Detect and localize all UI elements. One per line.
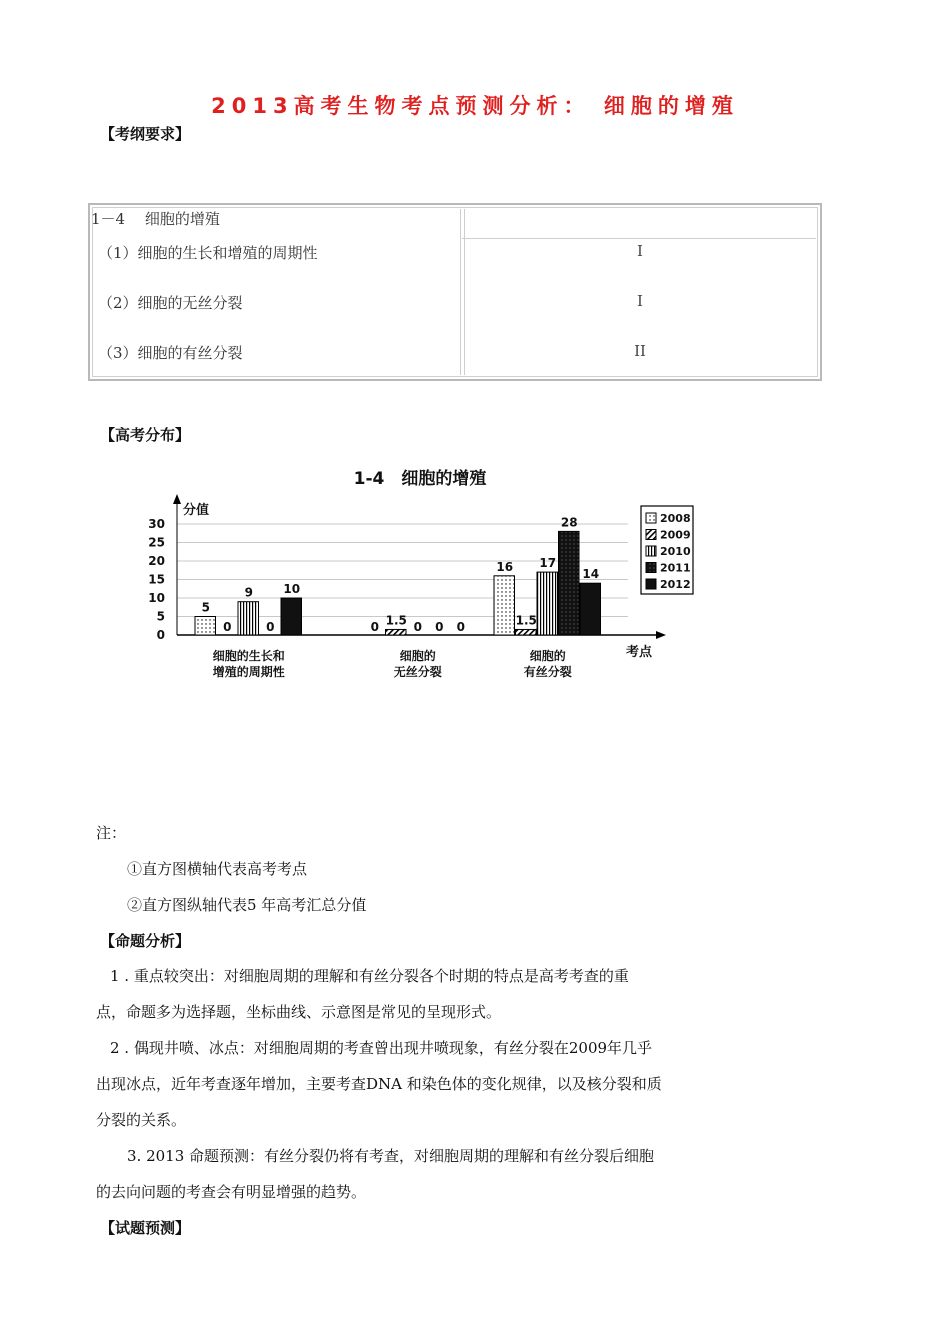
bar [281,598,302,635]
bar [516,629,537,635]
y-tick-label: 15 [148,572,165,587]
legend-swatch [646,513,656,523]
data-label: 17 [539,556,557,571]
x-tick-label: 无丝分裂 [393,665,442,679]
data-label: 9 [244,585,253,600]
x-tick-label: 有丝分裂 [523,665,572,679]
legend-swatch [646,530,656,540]
legend-swatch [646,563,656,573]
table-row-level: I [637,242,643,260]
legend-label: 2008 [660,512,691,525]
data-label: 1.5 [515,613,537,628]
analysis-paragraph: 2 . 偶现井喷、冰点：对细胞周期的考查曾出现井喷现象，有丝分裂在2009年几乎 [110,1039,653,1057]
requirements-table [88,203,822,381]
y-tick-label: 0 [156,628,165,642]
section-prediction: 【试题预测】 [100,1219,191,1237]
data-label: 5 [201,600,210,615]
data-label: 0 [435,620,444,634]
y-axis-arrow [173,494,181,504]
bar [386,629,407,635]
data-label: 0 [266,620,275,634]
analysis-paragraph: 出现冰点，近年考查逐年增加，主要考查DNA 和染色体的变化规律，以及核分裂和质 [96,1075,662,1093]
x-tick-label: 细胞的生长和 [212,649,285,663]
table-row-item: （3）细胞的有丝分裂 [98,344,243,362]
legend-label: 2010 [660,545,691,558]
note-heading: 注： [96,824,127,842]
data-label: 0 [413,620,422,634]
legend-label: 2012 [660,578,691,591]
analysis-paragraph: 3. 2013 命题预测：有丝分裂仍将有考查，对细胞周期的理解和有丝分裂后细胞 [127,1147,655,1165]
analysis-paragraph: 1 . 重点较突出：对细胞周期的理解和有丝分裂各个时期的特点是高考考查的重 [110,967,629,985]
analysis-paragraph: 的去向问题的考查会有明显增强的趋势。 [96,1183,367,1201]
score-bar-chart [0,490,950,690]
bar [537,572,558,635]
y-tick-label: 5 [156,609,165,624]
table-row-item: （2）细胞的无丝分裂 [98,294,243,312]
chart-title: 1-4 细胞的增殖 [353,469,487,489]
data-label: 0 [456,620,465,634]
y-tick-label: 25 [148,535,165,550]
legend-label: 2011 [660,561,691,575]
x-tick-label: 细胞的 [399,649,436,663]
table-row-level: II [634,342,646,360]
y-axis-label: 分值 [183,503,210,518]
data-label: 1.5 [385,613,407,628]
bar [238,602,259,635]
data-label: 10 [283,582,301,596]
legend-swatch [646,546,656,556]
page-title: 2013高考生物考点预测分析： 细胞的增殖 [211,94,739,118]
x-axis-label: 考点 [626,645,653,660]
data-label: 0 [223,620,232,634]
data-label: 14 [582,567,600,582]
table-row-item: （1）细胞的生长和增殖的周期性 [98,244,318,262]
section-distribution: 【高考分布】 [100,426,191,444]
x-axis-arrow [656,631,666,639]
analysis-paragraph: 点，命题多为选择题，坐标曲线、示意图是常见的呈现形式。 [96,1003,502,1021]
y-tick-label: 20 [148,554,165,568]
x-tick-label: 细胞的 [529,649,566,663]
data-label: 0 [370,620,379,634]
data-label: 16 [496,559,514,574]
legend-label: 2009 [660,528,691,542]
bar [580,583,601,635]
y-tick-label: 10 [148,591,165,605]
bar [559,531,580,635]
section-requirements: 【考纲要求】 [100,125,191,143]
y-tick-label: 30 [148,517,165,531]
x-tick-label: 增殖的周期性 [212,665,285,679]
section-analysis: 【命题分析】 [100,932,191,950]
bar [195,617,216,636]
data-label: 28 [560,515,578,530]
note-item: ①直方图横轴代表高考考点 [127,860,308,878]
table-row-level: I [637,292,643,310]
note-item: ②直方图纵轴代表5 年高考汇总分值 [127,896,367,914]
legend-swatch [646,579,656,589]
bar [494,576,515,635]
analysis-paragraph: 分裂的关系。 [96,1111,187,1129]
table-header-topic: 1－4 细胞的增殖 [91,210,220,228]
